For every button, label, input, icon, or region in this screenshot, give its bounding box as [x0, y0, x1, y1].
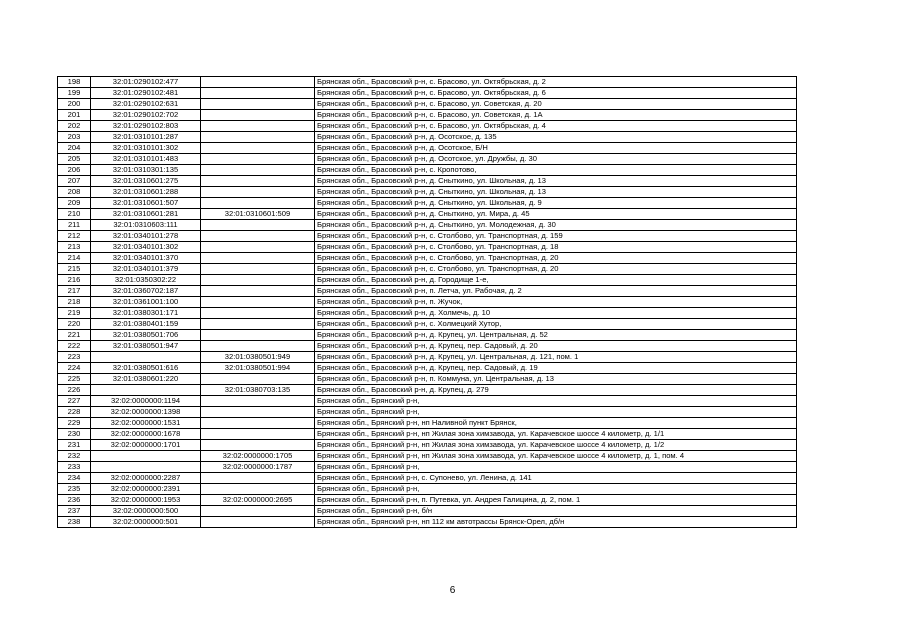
row-number-cell: 223 — [58, 352, 91, 363]
related-cadastral-cell — [201, 187, 315, 198]
cadastral-number-cell — [91, 462, 201, 473]
row-number-cell: 225 — [58, 374, 91, 385]
table-row — [58, 242, 797, 253]
row-number-cell: 203 — [58, 132, 91, 143]
table-row — [58, 440, 797, 451]
row-number-cell: 227 — [58, 396, 91, 407]
table-row — [58, 220, 797, 231]
table-row — [58, 506, 797, 517]
table-row — [58, 473, 797, 484]
row-number-cell: 218 — [58, 297, 91, 308]
cadastral-number-cell: 32:02:0000000:1531 — [91, 418, 201, 429]
table-row — [58, 374, 797, 385]
table-row — [58, 429, 797, 440]
table-row — [58, 484, 797, 495]
address-cell: Брянская обл., Брянский р-н, нп Жилая зона химзавода, ул. Карачевское шоссе 4 километр, д. 1/1 — [315, 429, 797, 440]
cadastral-number-cell: 32:01:0350302:22 — [91, 275, 201, 286]
table-row — [58, 198, 797, 209]
table-row — [58, 341, 797, 352]
table-row — [58, 165, 797, 176]
row-number-cell: 211 — [58, 220, 91, 231]
cadastral-number-cell: 32:01:0310101:483 — [91, 154, 201, 165]
related-cadastral-cell: 32:01:0380703:135 — [201, 385, 315, 396]
related-cadastral-cell — [201, 319, 315, 330]
address-cell: Брянская обл., Брасовский р-н, д. Крупец, пер. Садовый, д. 20 — [315, 341, 797, 352]
table-row — [58, 297, 797, 308]
table-row — [58, 319, 797, 330]
address-cell: Брянская обл., Брасовский р-н, с. Брасово, ул. Октябрьская, д. 6 — [315, 88, 797, 99]
row-number-cell: 235 — [58, 484, 91, 495]
cadastral-number-cell: 32:01:0290102:803 — [91, 121, 201, 132]
address-cell: Брянская обл., Брасовский р-н, с. Столбово, ул. Транспортная, д. 20 — [315, 264, 797, 275]
cadastral-number-cell: 32:02:0000000:501 — [91, 517, 201, 528]
cadastral-number-cell — [91, 385, 201, 396]
related-cadastral-cell — [201, 297, 315, 308]
table-row — [58, 363, 797, 374]
related-cadastral-cell — [201, 220, 315, 231]
cadastral-number-cell: 32:02:0000000:500 — [91, 506, 201, 517]
row-number-cell: 199 — [58, 88, 91, 99]
row-number-cell: 232 — [58, 451, 91, 462]
address-cell: Брянская обл., Брасовский р-н, д. Холмечь, д. 10 — [315, 308, 797, 319]
table-row — [58, 451, 797, 462]
address-cell: Брянская обл., Брасовский р-н, д. Городище 1-е, — [315, 275, 797, 286]
cadastral-number-cell: 32:01:0310603:111 — [91, 220, 201, 231]
address-cell: Брянская обл., Брасовский р-н, с. Брасово, ул. Советская, д. 20 — [315, 99, 797, 110]
table-row — [58, 517, 797, 528]
related-cadastral-cell — [201, 253, 315, 264]
address-cell: Брянская обл., Брасовский р-н, с. Столбово, ул. Транспортная, д. 159 — [315, 231, 797, 242]
cadastral-number-cell: 32:01:0290102:477 — [91, 77, 201, 88]
address-cell: Брянская обл., Брасовский р-н, с. Брасово, ул. Советская, д. 1А — [315, 110, 797, 121]
cadastral-number-cell: 32:01:0310601:288 — [91, 187, 201, 198]
address-cell: Брянская обл., Брянский р-н, — [315, 407, 797, 418]
address-cell: Брянская обл., Брасовский р-н, д. Сныткино, ул. Мира, д. 45 — [315, 209, 797, 220]
cadastral-number-cell: 32:02:0000000:1398 — [91, 407, 201, 418]
address-cell: Брянская обл., Брасовский р-н, д. Крупец, д. 279 — [315, 385, 797, 396]
table-row — [58, 88, 797, 99]
cadastral-number-cell: 32:01:0340101:370 — [91, 253, 201, 264]
table-row — [58, 187, 797, 198]
related-cadastral-cell: 32:01:0380501:994 — [201, 363, 315, 374]
cadastral-number-cell: 32:01:0340101:379 — [91, 264, 201, 275]
cadastral-number-cell: 32:01:0310601:281 — [91, 209, 201, 220]
cadastral-number-cell: 32:01:0310601:507 — [91, 198, 201, 209]
table-row — [58, 143, 797, 154]
cadastral-number-cell: 32:01:0310301:135 — [91, 165, 201, 176]
row-number-cell: 209 — [58, 198, 91, 209]
cadastral-number-cell: 32:02:0000000:1953 — [91, 495, 201, 506]
cadastral-number-cell: 32:02:0000000:2287 — [91, 473, 201, 484]
cadastral-number-cell — [91, 451, 201, 462]
row-number-cell: 238 — [58, 517, 91, 528]
cadastral-number-cell: 32:02:0000000:2391 — [91, 484, 201, 495]
row-number-cell: 224 — [58, 363, 91, 374]
related-cadastral-cell — [201, 110, 315, 121]
related-cadastral-cell — [201, 308, 315, 319]
cadastral-number-cell: 32:01:0340101:278 — [91, 231, 201, 242]
related-cadastral-cell — [201, 517, 315, 528]
table-row — [58, 352, 797, 363]
table-row — [58, 330, 797, 341]
cadastral-number-cell: 32:01:0290102:631 — [91, 99, 201, 110]
row-number-cell: 231 — [58, 440, 91, 451]
address-cell: Брянская обл., Брасовский р-н, д. Сныткино, ул. Школьная, д. 9 — [315, 198, 797, 209]
row-number-cell: 208 — [58, 187, 91, 198]
row-number-cell: 198 — [58, 77, 91, 88]
cadastral-number-cell — [91, 352, 201, 363]
row-number-cell: 233 — [58, 462, 91, 473]
related-cadastral-cell — [201, 330, 315, 341]
table-row — [58, 396, 797, 407]
address-cell: Брянская обл., Брянский р-н, нп 112 км автотрассы Брянск-Орел, дб/н — [315, 517, 797, 528]
cadastral-number-cell: 32:01:0360702:187 — [91, 286, 201, 297]
table-row — [58, 407, 797, 418]
address-cell: Брянская обл., Брасовский р-н, д. Сныткино, ул. Школьная, д. 13 — [315, 176, 797, 187]
address-cell: Брянская обл., Брасовский р-н, д. Сныткино, ул. Молодежная, д. 30 — [315, 220, 797, 231]
table-row — [58, 110, 797, 121]
address-cell: Брянская обл., Брасовский р-н, с. Кропотово, — [315, 165, 797, 176]
row-number-cell: 221 — [58, 330, 91, 341]
table-row — [58, 385, 797, 396]
table-row — [58, 231, 797, 242]
related-cadastral-cell — [201, 440, 315, 451]
cadastral-number-cell: 32:01:0380601:220 — [91, 374, 201, 385]
related-cadastral-cell — [201, 132, 315, 143]
related-cadastral-cell: 32:02:0000000:1787 — [201, 462, 315, 473]
row-number-cell: 213 — [58, 242, 91, 253]
row-number-cell: 216 — [58, 275, 91, 286]
related-cadastral-cell — [201, 264, 315, 275]
row-number-cell: 205 — [58, 154, 91, 165]
related-cadastral-cell — [201, 374, 315, 385]
address-cell: Брянская обл., Брянский р-н, с. Супонево, ул. Ленина, д. 141 — [315, 473, 797, 484]
row-number-cell: 200 — [58, 99, 91, 110]
related-cadastral-cell — [201, 143, 315, 154]
address-cell: Брянская обл., Брасовский р-н, д. Осотское, Б/Н — [315, 143, 797, 154]
address-cell: Брянская обл., Брянский р-н, нп Жилая зона химзавода, ул. Карачевское шоссе 4 километр, д. 1, пом. 4 — [315, 451, 797, 462]
address-cell: Брянская обл., Брасовский р-н, д. Сныткино, ул. Школьная, д. 13 — [315, 187, 797, 198]
address-cell: Брянская обл., Брасовский р-н, д. Крупец, пер. Садовый, д. 19 — [315, 363, 797, 374]
row-number-cell: 230 — [58, 429, 91, 440]
registry-table — [57, 76, 797, 528]
related-cadastral-cell — [201, 121, 315, 132]
row-number-cell: 226 — [58, 385, 91, 396]
cadastral-number-cell: 32:02:0000000:1678 — [91, 429, 201, 440]
cadastral-number-cell: 32:02:0000000:1194 — [91, 396, 201, 407]
table-row — [58, 418, 797, 429]
related-cadastral-cell: 32:01:0310601:509 — [201, 209, 315, 220]
cadastral-number-cell: 32:01:0380501:616 — [91, 363, 201, 374]
row-number-cell: 222 — [58, 341, 91, 352]
address-cell: Брянская обл., Брянский р-н, — [315, 396, 797, 407]
row-number-cell: 215 — [58, 264, 91, 275]
related-cadastral-cell — [201, 473, 315, 484]
row-number-cell: 214 — [58, 253, 91, 264]
cadastral-number-cell: 32:01:0310601:275 — [91, 176, 201, 187]
row-number-cell: 234 — [58, 473, 91, 484]
related-cadastral-cell — [201, 286, 315, 297]
related-cadastral-cell — [201, 429, 315, 440]
address-cell: Брянская обл., Брянский р-н, — [315, 462, 797, 473]
row-number-cell: 210 — [58, 209, 91, 220]
row-number-cell: 237 — [58, 506, 91, 517]
cadastral-number-cell: 32:01:0310101:287 — [91, 132, 201, 143]
table-row — [58, 154, 797, 165]
table-row — [58, 132, 797, 143]
related-cadastral-cell: 32:02:0000000:1705 — [201, 451, 315, 462]
related-cadastral-cell — [201, 154, 315, 165]
related-cadastral-cell — [201, 418, 315, 429]
table-row — [58, 99, 797, 110]
address-cell: Брянская обл., Брасовский р-н, п. Жучок, — [315, 297, 797, 308]
related-cadastral-cell — [201, 77, 315, 88]
page-number: 6 — [449, 585, 456, 596]
row-number-cell: 201 — [58, 110, 91, 121]
row-number-cell: 207 — [58, 176, 91, 187]
cadastral-number-cell: 32:02:0000000:1701 — [91, 440, 201, 451]
row-number-cell: 212 — [58, 231, 91, 242]
cadastral-number-cell: 32:01:0290102:481 — [91, 88, 201, 99]
cadastral-number-cell: 32:01:0380501:947 — [91, 341, 201, 352]
table-row — [58, 77, 797, 88]
table-row — [58, 209, 797, 220]
related-cadastral-cell — [201, 165, 315, 176]
table-row — [58, 286, 797, 297]
address-cell: Брянская обл., Брасовский р-н, с. Брасово, ул. Октябрьская, д. 2 — [315, 77, 797, 88]
related-cadastral-cell — [201, 99, 315, 110]
table-row — [58, 308, 797, 319]
address-cell: Брянская обл., Брасовский р-н, п. Летча, ул. Рабочая, д. 2 — [315, 286, 797, 297]
related-cadastral-cell — [201, 275, 315, 286]
cadastral-number-cell: 32:01:0361001:100 — [91, 297, 201, 308]
table-row — [58, 275, 797, 286]
address-cell: Брянская обл., Брянский р-н, нп Наливной пункт Брянск, — [315, 418, 797, 429]
address-cell: Брянская обл., Брасовский р-н, д. Осотское, д. 135 — [315, 132, 797, 143]
cadastral-number-cell: 32:01:0290102:702 — [91, 110, 201, 121]
address-cell: Брянская обл., Брасовский р-н, с. Столбово, ул. Транспортная, д. 20 — [315, 253, 797, 264]
address-cell: Брянская обл., Брасовский р-н, д. Крупец, ул. Центральная, д. 52 — [315, 330, 797, 341]
related-cadastral-cell — [201, 176, 315, 187]
related-cadastral-cell — [201, 506, 315, 517]
row-number-cell: 220 — [58, 319, 91, 330]
related-cadastral-cell — [201, 198, 315, 209]
address-cell: Брянская обл., Брянский р-н, — [315, 484, 797, 495]
address-cell: Брянская обл., Брасовский р-н, с. Столбово, ул. Транспортная, д. 18 — [315, 242, 797, 253]
related-cadastral-cell — [201, 484, 315, 495]
address-cell: Брянская обл., Брасовский р-н, д. Крупец, ул. Центральная, д. 121, пом. 1 — [315, 352, 797, 363]
cadastral-number-cell: 32:01:0380301:171 — [91, 308, 201, 319]
cadastral-number-cell: 32:01:0380401:159 — [91, 319, 201, 330]
table-row — [58, 462, 797, 473]
address-cell: Брянская обл., Брянский р-н, б/н — [315, 506, 797, 517]
related-cadastral-cell — [201, 396, 315, 407]
related-cadastral-cell — [201, 242, 315, 253]
table-row — [58, 495, 797, 506]
table-row — [58, 176, 797, 187]
row-number-cell: 217 — [58, 286, 91, 297]
row-number-cell: 219 — [58, 308, 91, 319]
related-cadastral-cell: 32:01:0380501:949 — [201, 352, 315, 363]
row-number-cell: 236 — [58, 495, 91, 506]
address-cell: Брянская обл., Брасовский р-н, с. Холмецкий Хутор, — [315, 319, 797, 330]
row-number-cell: 228 — [58, 407, 91, 418]
address-cell: Брянская обл., Брянский р-н, нп Жилая зона химзавода, ул. Карачевское шоссе 4 километр, д. 1/2 — [315, 440, 797, 451]
table-row — [58, 264, 797, 275]
related-cadastral-cell — [201, 407, 315, 418]
related-cadastral-cell — [201, 88, 315, 99]
address-cell: Брянская обл., Брянский р-н, п. Путевка, ул. Андрея Галицина, д. 2, пом. 1 — [315, 495, 797, 506]
address-cell: Брянская обл., Брасовский р-н, п. Коммуна, ул. Центральная, д. 13 — [315, 374, 797, 385]
related-cadastral-cell — [201, 341, 315, 352]
address-cell: Брянская обл., Брасовский р-н, д. Осотское, ул. Дружбы, д. 30 — [315, 154, 797, 165]
table-row — [58, 253, 797, 264]
cadastral-number-cell: 32:01:0340101:302 — [91, 242, 201, 253]
related-cadastral-cell — [201, 231, 315, 242]
row-number-cell: 202 — [58, 121, 91, 132]
row-number-cell: 206 — [58, 165, 91, 176]
address-cell: Брянская обл., Брасовский р-н, с. Брасово, ул. Октябрьская, д. 4 — [315, 121, 797, 132]
cadastral-number-cell: 32:01:0310101:302 — [91, 143, 201, 154]
row-number-cell: 204 — [58, 143, 91, 154]
cadastral-number-cell: 32:01:0380501:706 — [91, 330, 201, 341]
related-cadastral-cell: 32:02:0000000:2695 — [201, 495, 315, 506]
row-number-cell: 229 — [58, 418, 91, 429]
table-row — [58, 121, 797, 132]
registry-table-body — [58, 77, 797, 528]
